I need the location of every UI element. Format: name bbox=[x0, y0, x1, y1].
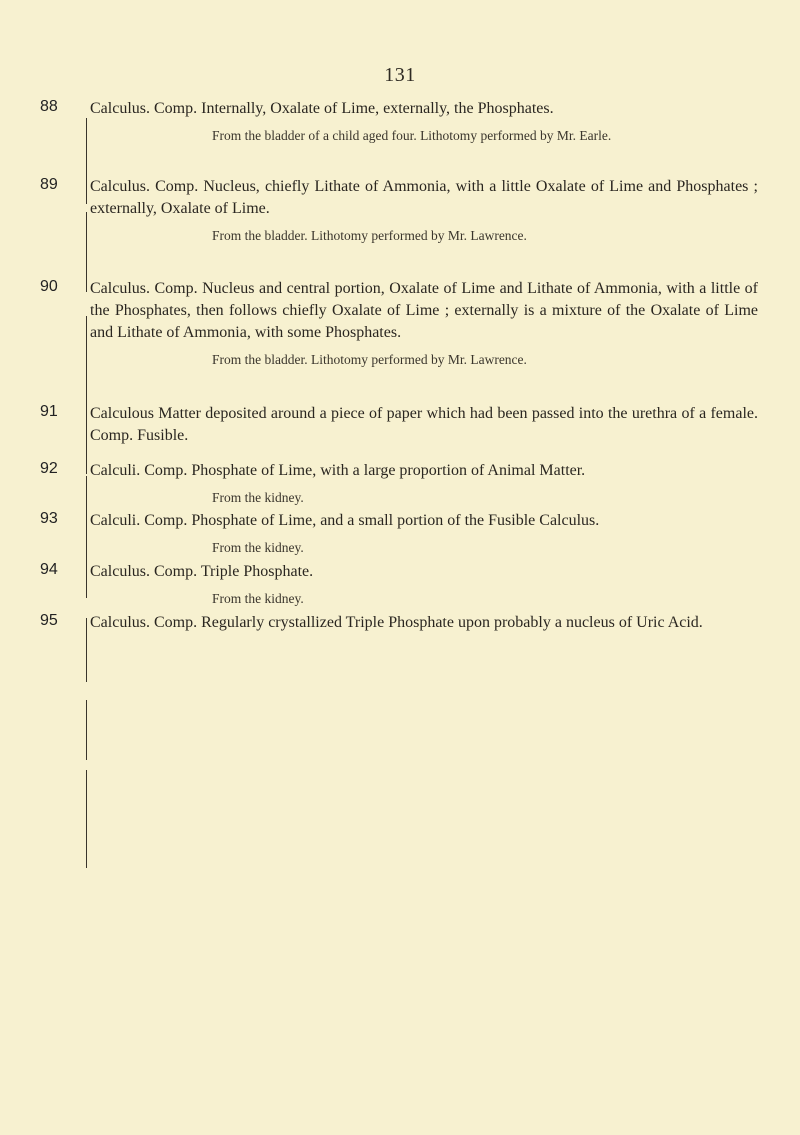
entry-number: 93 bbox=[40, 510, 58, 527]
entry-description: Calculi. Comp. Phosphate of Lime, with a large proportion of Animal Matter. bbox=[90, 462, 586, 479]
entry-description: Calculus. Comp. Nucleus, chiefly Lithate of Ammonia, with a little Oxalate of Lime and Phosphates ; externally, Oxalate of Lime. bbox=[90, 178, 758, 217]
entry-number: 92 bbox=[40, 460, 58, 477]
entry-body bbox=[90, 176, 758, 245]
entry-number: 89 bbox=[40, 176, 58, 193]
entry-description: Calculous Matter deposited around a piece of paper which had been passed into the urethra of a female. Comp. Fusible. bbox=[90, 405, 758, 444]
margin-rule bbox=[86, 316, 87, 474]
entry-body bbox=[90, 460, 758, 507]
margin-rule bbox=[86, 618, 87, 682]
entry-number: 88 bbox=[40, 98, 58, 115]
entry-body bbox=[90, 278, 758, 369]
entry-number: 91 bbox=[40, 403, 58, 420]
margin-rule bbox=[86, 118, 87, 204]
entry-body bbox=[90, 612, 758, 634]
entry-source: From the bladder of a child aged four. Lithotomy performed by Mr. Earle. bbox=[212, 128, 612, 143]
margin-rule bbox=[86, 770, 87, 868]
entry-source: From the kidney. bbox=[212, 591, 304, 606]
entry-body bbox=[90, 403, 758, 447]
page-number: 131 bbox=[384, 64, 416, 86]
entry-description: Calculi. Comp. Phosphate of Lime, and a small portion of the Fusible Calculus. bbox=[90, 512, 600, 529]
entry-body bbox=[90, 510, 758, 557]
entry-source: From the bladder. Lithotomy performed by Mr. Lawrence. bbox=[212, 228, 527, 243]
entry-source: From the kidney. bbox=[212, 540, 304, 555]
entry-number: 94 bbox=[40, 561, 58, 578]
margin-rule bbox=[86, 700, 87, 760]
entry-body bbox=[90, 561, 758, 608]
margin-rule bbox=[86, 212, 87, 292]
entry-source: From the bladder. Lithotomy performed by Mr. Lawrence. bbox=[212, 352, 527, 367]
entry-description: Calculus. Comp. Nucleus and central portion, Oxalate of Lime and Lithate of Ammonia, with a little of the Phosphates, then follows chiefly Oxalate of Lime ; externally is a mixture of the Oxalate of Lime and Lithate of Ammonia, with some Phosphates. bbox=[90, 280, 758, 341]
margin-rule bbox=[86, 476, 87, 598]
entry-description: Calculus. Comp. Regularly crystallized Triple Phosphate upon probably a nucleus of Uric Acid. bbox=[90, 614, 703, 631]
entry-description: Calculus. Comp. Internally, Oxalate of Lime, externally, the Phosphates. bbox=[90, 100, 554, 117]
entry-number: 90 bbox=[40, 278, 58, 295]
entry-description: Calculus. Comp. Triple Phosphate. bbox=[90, 563, 314, 580]
entry-number: 95 bbox=[40, 612, 58, 629]
entry-body bbox=[90, 98, 758, 145]
entry-source: From the kidney. bbox=[212, 490, 304, 505]
